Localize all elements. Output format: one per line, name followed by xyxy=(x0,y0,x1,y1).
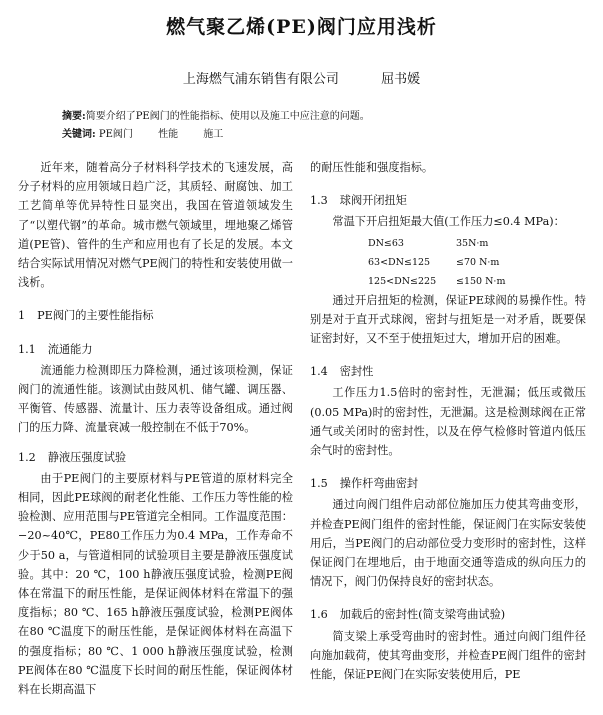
torque-row xyxy=(310,234,586,253)
section-number: 1 xyxy=(18,309,26,323)
subsection-number: 1.3 xyxy=(310,194,328,208)
keyword: 施工 xyxy=(203,129,224,140)
body-paragraph: 通过向阀门组件启动部位施加压力使其弯曲变形，并检查PE阀门组件的密封性能，保证阀门在实际安装使用后，当PE阀门的启动部位受力变形时的密封性，这样保证阀门在埋地后，由于地面交通等造成的纵向压力的情况下，阀门仍保持良好的密封状态。 xyxy=(310,498,586,589)
section-title: PE阀门的主要性能指标 xyxy=(37,309,154,323)
torque-value: ≤150 N·m xyxy=(456,275,506,287)
torque-table xyxy=(310,234,586,291)
subsection-heading xyxy=(310,474,586,493)
subsection-number: 1.4 xyxy=(310,365,328,379)
torque-range: 63<DN≤125 xyxy=(368,256,431,268)
section-heading xyxy=(18,306,293,325)
subsection-number: 1.6 xyxy=(310,608,328,622)
torque-range: DN≤63 xyxy=(368,237,404,249)
subsection-heading xyxy=(18,448,293,467)
left-column xyxy=(18,158,293,699)
subsection-heading xyxy=(310,191,586,210)
body-paragraph: 工作压力1.5倍时的密封性，无泄漏；低压或微压(0.05 MPa)时的密封性，无泄漏。这是检测球阀在正常通气或关闭时的密封性，以及在停气检修时管道内低压余气时的密封性。 xyxy=(310,386,586,458)
author-line xyxy=(0,68,603,87)
torque-row xyxy=(310,253,586,272)
body-paragraph: 通过开启扭矩的检测，保证PE球阀的易操作性。特别是对于直开式球阀，密封与扭矩是一对矛盾，既要保证密封好，又不至于使扭矩过大，增加开启的困难。 xyxy=(310,293,586,346)
body-paragraph: 的耐压性能和强度指标。 xyxy=(310,161,434,174)
subsection-heading xyxy=(18,340,293,359)
subsection-title: 加载后的密封性(简支梁弯曲试验) xyxy=(339,608,506,622)
keyword: PE阀门 xyxy=(98,129,133,140)
intro-paragraph: 近年来，随着高分子材料科学技术的飞速发展，高分子材料的应用领域日趋广泛，其质轻、耐腐蚀、加工工艺简单等优异特性日显突出，我国在管道领域发生了“以塑代钢”的革命。城市燃气领域里，埋地聚乙烯管道(PE管)、管件的生产和应用也有了长足的发展。本文结合实际试用情况对燃气PE阀门的特性和安装使用做一浅析。 xyxy=(18,161,293,290)
torque-range: 125<DN≤225 xyxy=(368,275,437,287)
subsection-heading xyxy=(310,362,586,381)
torque-value: ≤70 N·m xyxy=(456,256,500,268)
subsection-heading xyxy=(310,605,586,624)
author-organization: 上海燃气浦东销售有限公司 xyxy=(182,72,339,87)
subsection-title: 流通能力 xyxy=(47,342,93,356)
subsection-title: 静液压强度试验 xyxy=(47,450,127,464)
abstract-text: 简要介绍了PE阀门的性能指标、使用以及施工中应注意的问题。 xyxy=(85,111,370,122)
abstract-label: 摘要: xyxy=(62,111,86,122)
subsection-number: 1.5 xyxy=(310,477,328,491)
subsection-number: 1.2 xyxy=(18,450,36,464)
subsection-number: 1.1 xyxy=(18,342,36,356)
torque-value: 35N·m xyxy=(456,237,489,249)
body-paragraph: 简支梁上承受弯曲时的密封性。通过向阀门组件径向施加载荷，使其弯曲变形，并检查PE阀门组件的密封性能，保证PE阀门在实际安装使用后，PE xyxy=(310,629,586,682)
keyword: 性能 xyxy=(158,129,179,140)
body-paragraph: 由于PE阀门的主要原材料与PE管道的原材料完全相同，因此PE球阀的耐老化性能、工作压力等性能的检验检测、应用范围与PE管道完全相同。工作温度范围：−20~40℃，PE80工作压力为0.4 MPa，工作寿命不少于50 a，与管道相同的试验项目主要是静液压强度试验。其中：20 ℃，100 h静液压强度试验，检测PE阀体在常温下的耐压性能，是保证阀体材料在常温下的强度指标；80 ℃、165 h静液压强度试验，检测PE阀体在80 ℃温度下的耐压性能，是保证阀体材料在高温下的强度指标；80 ℃、1 000 h静液压强度试验，检测PE阀体在80 ℃温度下长时间的耐压性能，保证阀体材料在长期高温下 xyxy=(18,471,293,697)
body-paragraph: 常温下开启扭矩最大值(工作压力≤0.4 MPa)： xyxy=(332,215,565,229)
subsection-title: 球阀开闭扭矩 xyxy=(339,194,407,208)
keywords-label: 关键词: xyxy=(62,129,96,140)
subsection-title: 操作杆弯曲密封 xyxy=(339,477,419,491)
author-name: 屈书媛 xyxy=(381,72,421,87)
torque-row xyxy=(310,272,586,291)
subsection-title: 密封性 xyxy=(339,365,374,379)
abstract-line xyxy=(62,108,562,126)
keywords-line xyxy=(62,126,562,144)
right-column xyxy=(310,158,586,684)
body-paragraph: 流通能力检测即压力降检测，通过该项检测，保证阀门的流通性能。该测试由鼓风机、储气罐、调压器、平衡管、传感器、流量计、压力表等设备组成。通过阀门的压力降、流量衰减一般控制在不低于70%。 xyxy=(18,363,293,435)
paper-title: 燃气聚乙烯(PE)阀门应用浅析 xyxy=(166,16,437,38)
abstract-block xyxy=(62,108,562,144)
